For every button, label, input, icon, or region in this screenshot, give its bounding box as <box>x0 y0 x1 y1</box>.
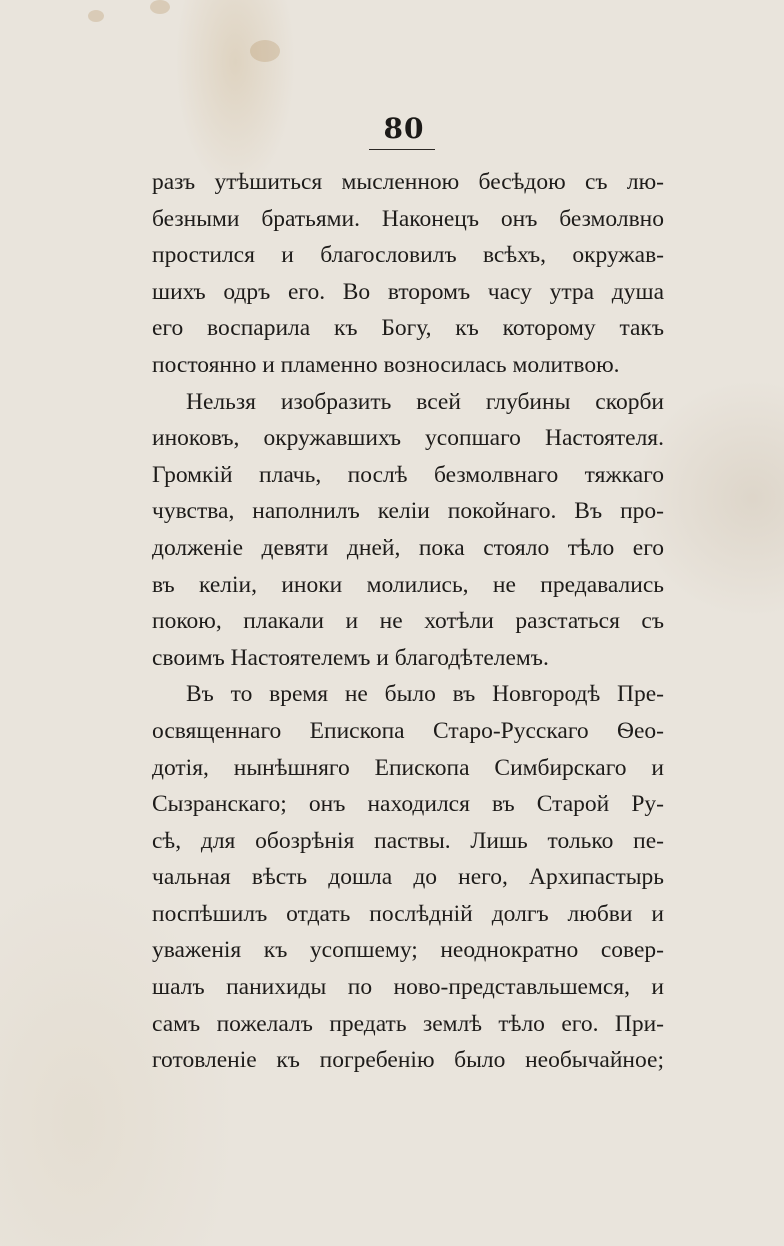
text-line: безными братьями. Наконецъ онъ безмолвно <box>152 205 664 232</box>
body-text <box>152 164 664 1079</box>
text-line: дотія, нынѣшняго Епископа Симбирскаго и <box>152 754 664 781</box>
text-line: уваженія къ усопшему; неоднократно совер- <box>152 937 664 964</box>
text-line: въ келіи, иноки молились, не предавались <box>152 571 664 598</box>
text-line: чувства, наполнилъ келіи покойнаго. Въ про- <box>152 498 664 525</box>
text-line: шихъ одръ его. Во второмъ часу утра душа <box>152 278 664 305</box>
stain-mark <box>88 10 104 22</box>
text-line: простился и благословилъ всѣхъ, окружав- <box>152 242 664 269</box>
text-line: Въ то время не было въ Новгородѣ Пре- <box>186 681 664 708</box>
page-number-rule <box>369 149 435 150</box>
text-line: освященнаго Епископа Старо-Русскаго Ѳео- <box>152 717 664 744</box>
text-line: готовленіе къ погребенію было необычайное; <box>152 1047 664 1074</box>
text-line: долженіе девяти дней, пока стояло тѣло его <box>152 534 664 561</box>
text-line: его воспарила къ Богу, къ которому такъ <box>152 315 664 342</box>
stain-mark <box>250 40 280 62</box>
text-line: разъ утѣшиться мысленною бесѣдою съ лю- <box>152 169 664 195</box>
page-number: 80 <box>383 112 425 145</box>
stain-mark <box>150 0 170 14</box>
text-line: Сызранскаго; онъ находился въ Старой Ру- <box>152 791 664 818</box>
text-line: самъ пожелалъ предать землѣ тѣло его. При- <box>152 1010 664 1037</box>
text-line: Нельзя изобразить всей глубины скорби <box>186 388 664 415</box>
text-line: шалъ панихиды по ново-представльшемся, и <box>152 974 664 1001</box>
text-line: сѣ, для обозрѣнія паствы. Лишь только пе- <box>152 827 664 854</box>
text-line: покою, плакали и не хотѣли разстаться съ <box>152 608 664 635</box>
text-line: Громкій плачь, послѣ безмолвнаго тяжкаго <box>152 461 664 488</box>
text-line: постоянно и пламенно возносилась молитвою. <box>152 351 620 378</box>
text-line: своимъ Настоятелемъ и благодѣтелемъ. <box>152 644 549 671</box>
text-line: чальная вѣсть дошла до него, Архипастырь <box>152 864 664 891</box>
text-line: поспѣшилъ отдать послѣдній долгъ любви и <box>152 900 664 927</box>
text-line: иноковъ, окружавшихъ усопшаго Настоятеля. <box>152 425 664 452</box>
